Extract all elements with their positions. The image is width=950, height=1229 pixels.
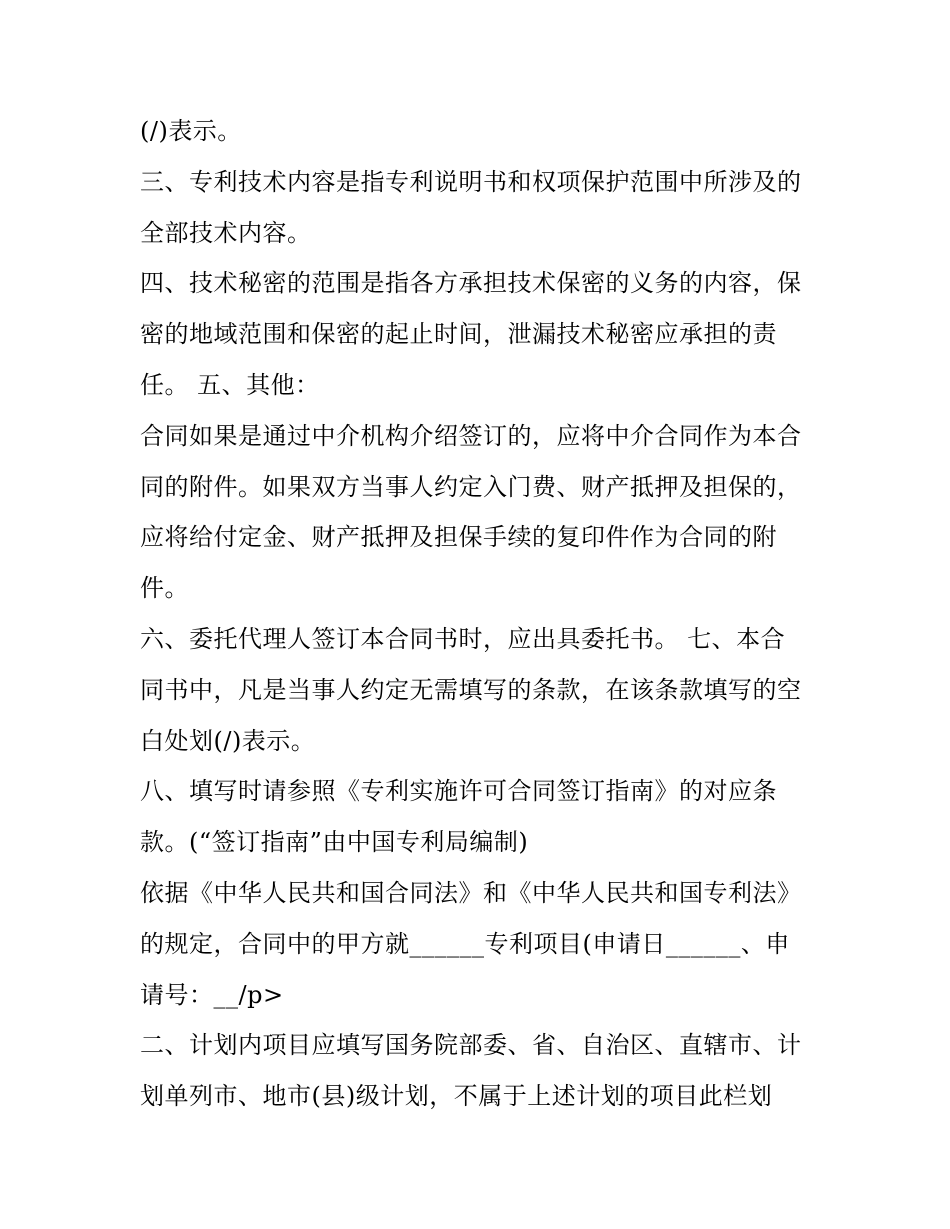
text-line: 三、专利技术内容是指专利说明书和权项保护范围中所涉及的	[140, 167, 802, 196]
text-line: 二、计划内项目应填写国务院部委、省、自治区、直辖市、计	[140, 1031, 802, 1060]
text-line: 四、技术秘密的范围是指各方承担技术保密的义务的内容，保	[140, 269, 802, 298]
text-line: 同的附件。如果双方当事人约定入门费、财产抵押及担保的，	[140, 472, 802, 501]
text-line: 同书中，凡是当事人约定无需填写的条款，在该条款填写的空	[140, 675, 802, 704]
text-line: 合同如果是通过中介机构介绍签订的，应将中介合同作为本合	[140, 421, 802, 450]
text-line: 全部技术内容。	[140, 218, 312, 247]
text-line: 应将给付定金、财产抵押及担保手续的复印件作为合同的附	[140, 523, 777, 552]
text-line: 请号：__/p>	[140, 980, 284, 1009]
text-line: 划单列市、地市(县)级计划，不属于上述计划的项目此栏划	[140, 1082, 773, 1111]
text-line: 的规定，合同中的甲方就______专利项目(申请日______、申	[140, 929, 790, 958]
text-line: 八、填写时请参照《专利实施许可合同签订指南》的对应条	[140, 777, 777, 806]
text-line: 密的地域范围和保密的起止时间，泄漏技术秘密应承担的责	[140, 320, 777, 349]
text-line: 件。	[140, 574, 189, 603]
document-body	[140, 106, 820, 1122]
text-line: 白处划(/)表示。	[140, 726, 316, 755]
text-line: (/)表示。	[140, 117, 242, 145]
text-line: 六、委托代理人签订本合同书时，应出具委托书。 七、本合	[140, 624, 786, 653]
text-line: 依据《中华人民共和国合同法》和《中华人民共和国专利法》	[140, 878, 802, 907]
text-line: 任。 五、其他：	[140, 370, 320, 399]
text-line: 款。(“签订指南”由中国专利局编制)	[140, 828, 529, 857]
